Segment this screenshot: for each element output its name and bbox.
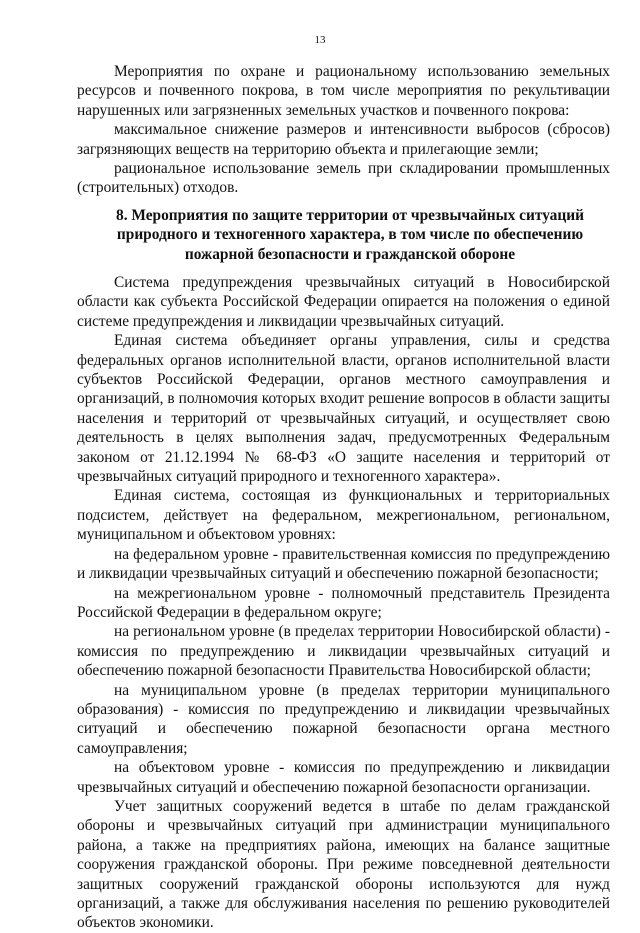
paragraph-warning-system: Система предупреждения чрезвычайных ситуаций в Новосибирской области как субъекта Российской Федерации опирается на положения о единой системе предупреждения и ликвидации чрезвычайных ситуаций. [77,274,610,330]
paragraph-federal-level: на федеральном уровне - правительственная комиссия по предупреждению и ликвидации чрезвычайных ситуаций и обеспечению пожарной безопасности; [77,545,610,583]
intro-section [77,62,610,198]
paragraph-regional-level: на региональном уровне (в пределах территории Новосибирской области) - комиссия по предупреждению и ликвидации чрезвычайных ситуаций и обеспечению пожарной безопасности Правительства Новосибирской области; [77,623,610,680]
paragraph-municipal-level: на муниципальном уровне (в пределах территории муниципального образования) - комиссия по предупреждению и ликвидации чрезвычайных ситуаций и обеспечению пожарной безопасности органа местного самоуправления; [77,681,610,757]
paragraph-land-measures: Мероприятия по охране и рациональному использованию земельных ресурсов и почвенного покрова, в том числе мероприятия по рекультивации нарушенных или загрязненных земельных участков и почвенного покрова: [77,63,610,119]
page-number: 13 [314,34,326,46]
paragraph-interregional-level: на межрегиональном уровне - полномочный представитель Президента Российской Федерации в федеральном округе; [77,584,610,621]
section-heading-block [100,206,600,264]
paragraph-system-levels: Единая система, состоящая из функциональных и территориальных подсистем, действует на федеральном, межрегиональном, региональном, муниципальном и объектовом уровнях: [77,487,610,544]
paragraph-object-level: на объектовом уровне - комиссия по предупреждению и ликвидации чрезвычайных ситуаций и обеспечению пожарной безопасности организации. [77,759,610,796]
section-heading: 8. Мероприятия по защите территории от чрезвычайных ситуаций природного и техногенного характера, в том числе по обеспечению пожарной безопасности и гражданской обороне [116,207,584,263]
paragraph-unified-system: Единая система объединяет органы управления, силы и средства федеральных органов исполнительной власти, органов исполнительной власти субъектов Российской Федерации, органов местного самоуправления и организаций, в полномочия которых входит решение вопросов в области защиты населения и территорий от чрезвычайных ситуаций, и осуществляет свою деятельность в целях выполнения задач, предусмотренных Федеральным законом от 21.12.1994 № 68-ФЗ «О защите населения и территорий от чрезвычайных ситуаций природного и техногенного характера». [77,332,610,486]
main-section [77,273,610,933]
paragraph-land-use: рациональное использование земель при складировании промышленных (строительных) отходов. [77,160,610,197]
paragraph-emission-reduction: максимальное снижение размеров и интенсивности выбросов (сбросов) загрязняющих веществ на территорию объекта и прилегающие земли; [77,121,610,158]
paragraph-shelters: Учет защитных сооружений ведется в штабе по делам гражданской обороны и чрезвычайных ситуаций при администрации муниципального района, а также на предприятиях района, имеющих на балансе защитные сооружения гражданской обороны. При режиме повседневной деятельности защитных сооружений гражданской обороны используются для нужд организаций, а также для обслуживания населения по решению руководителей объектов экономики. [77,797,610,932]
